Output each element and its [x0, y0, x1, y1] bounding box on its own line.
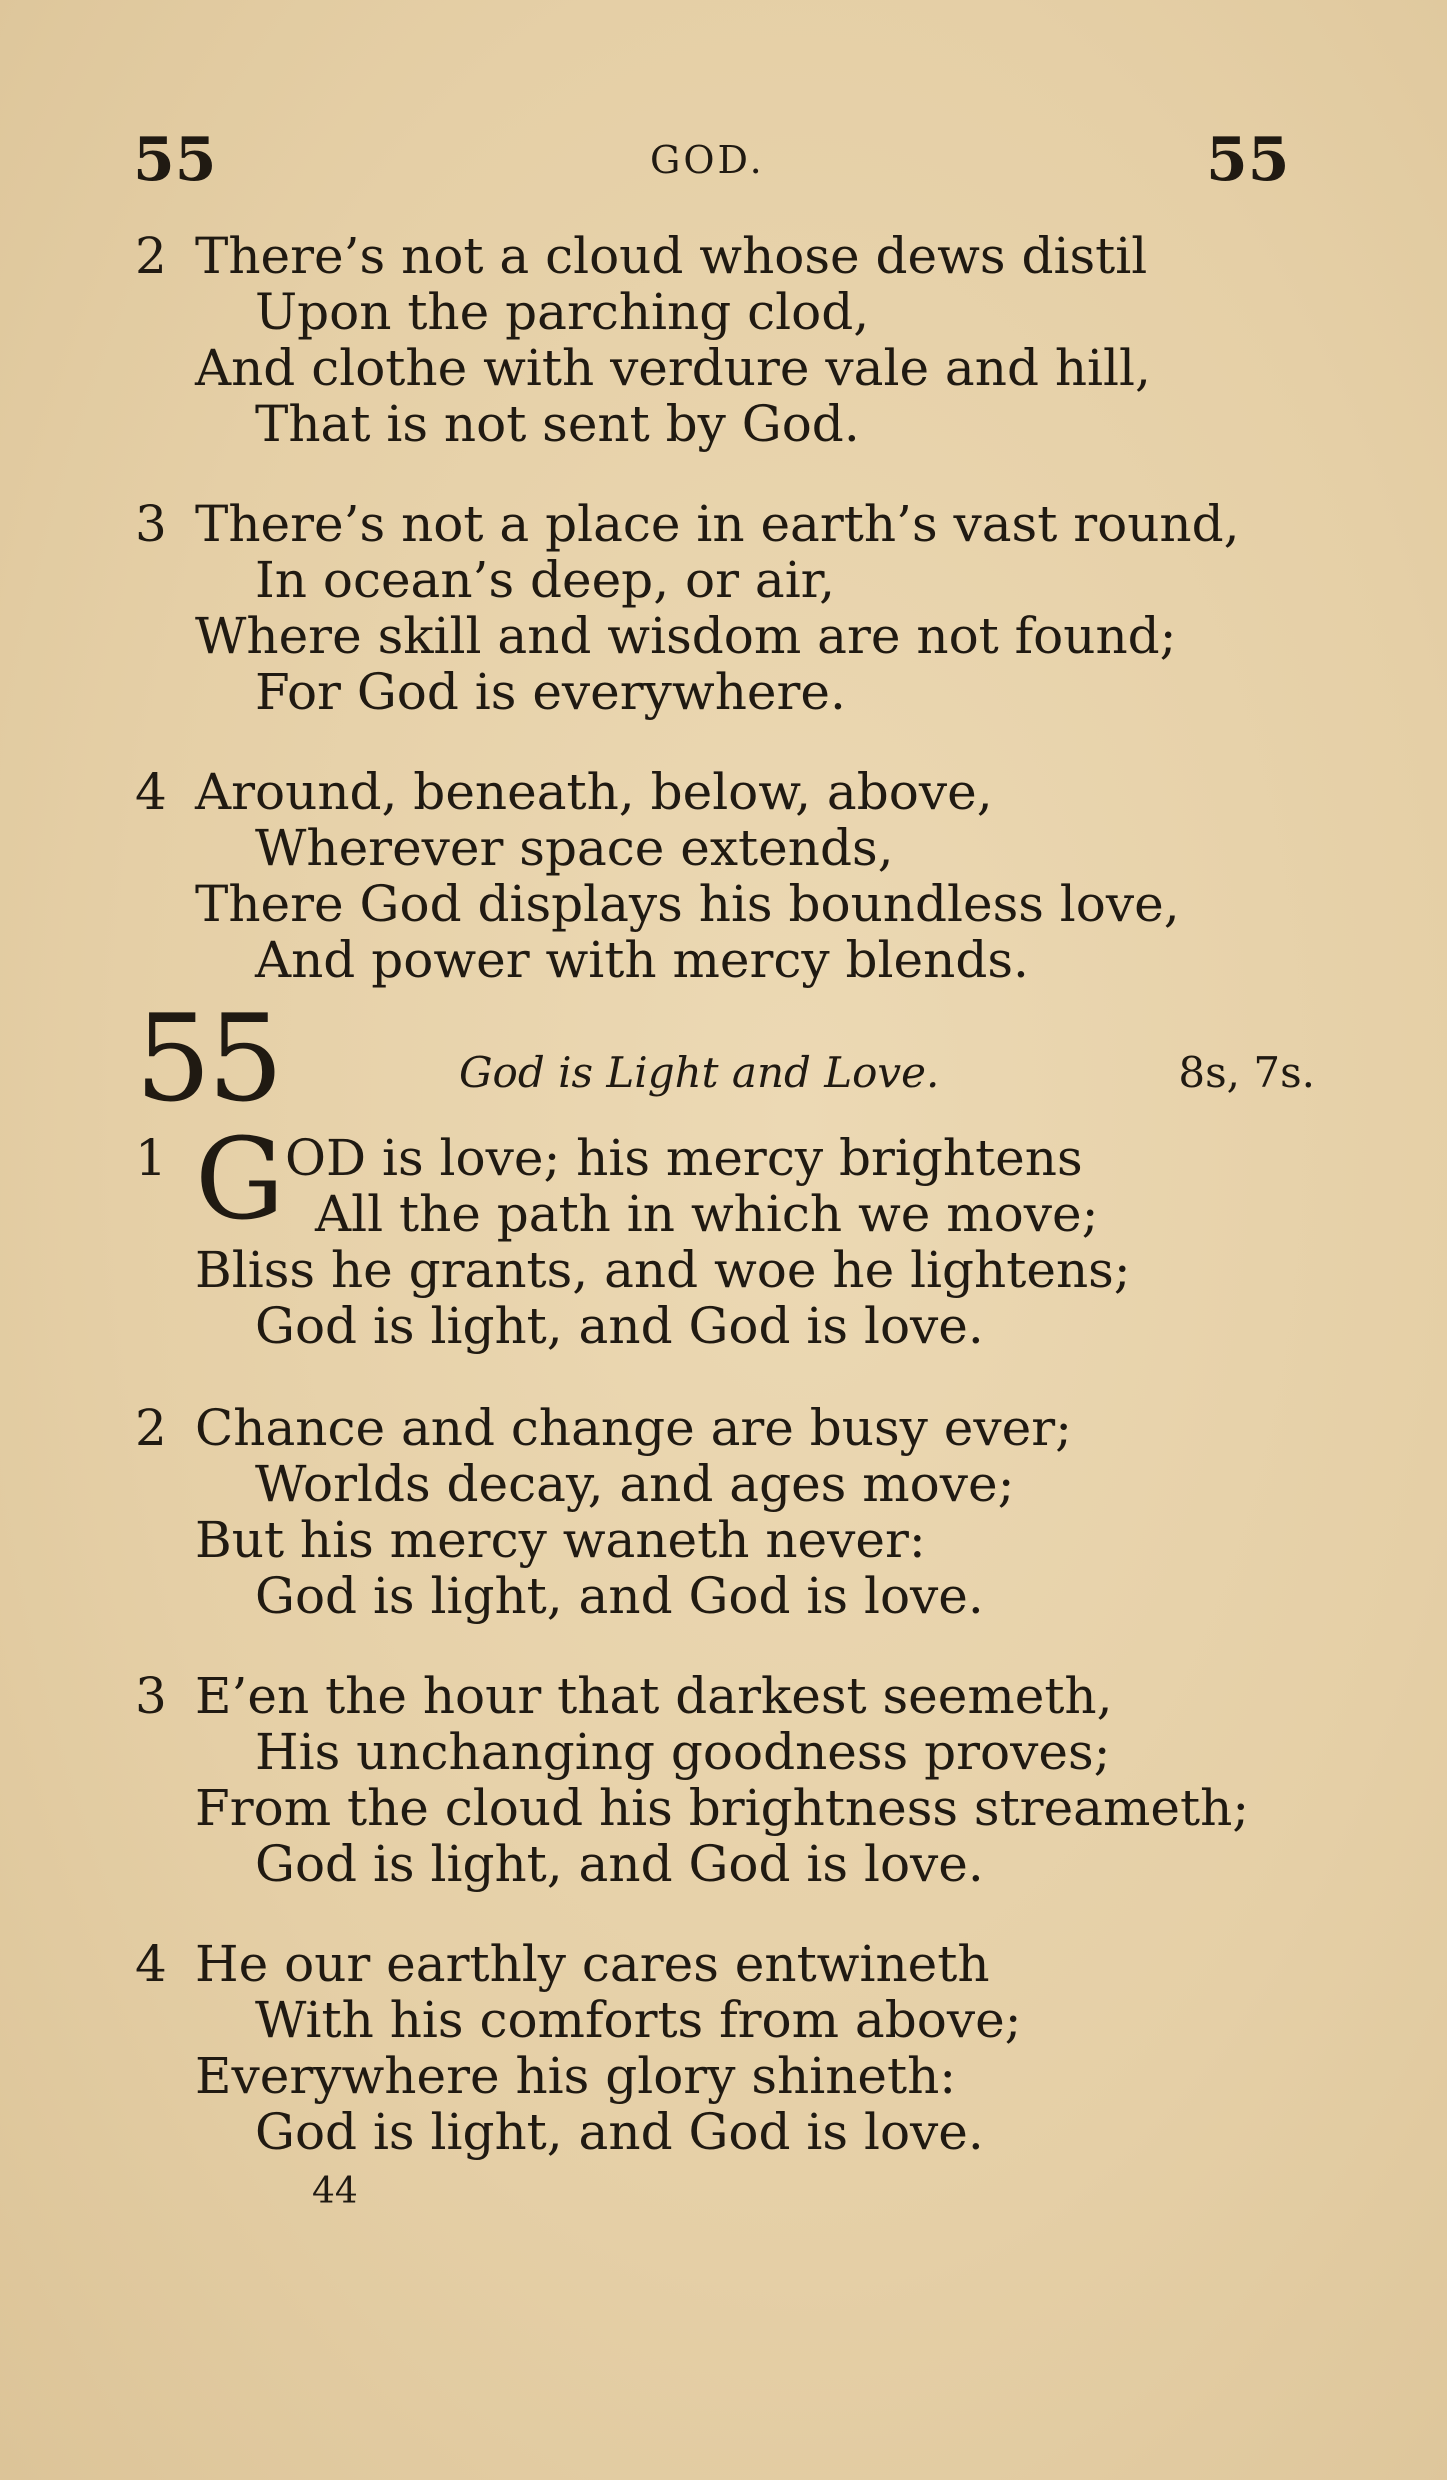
- stanza: [135, 228, 1335, 452]
- verse-line: 4 He our earthly cares entwineth: [135, 1935, 990, 1993]
- verse-line: There God displays his boundless love,: [195, 875, 1180, 933]
- stanza: [135, 1668, 1335, 1892]
- stanza-number: 4: [135, 763, 167, 821]
- hymn-title: God is Light and Love.: [459, 1048, 940, 1097]
- page-number-right: 55: [1206, 125, 1290, 195]
- stanza-number: 4: [135, 1935, 167, 1993]
- verse-line: But his mercy waneth never:: [195, 1511, 926, 1569]
- verse-line: God is light, and God is love.: [255, 1567, 984, 1625]
- verse-line: God is light, and God is love.: [255, 1297, 984, 1355]
- stanza-number: 1: [135, 1129, 167, 1187]
- verse-line: 1 G OD is love; his mercy brightens: [135, 1115, 1083, 1245]
- verse-line: Wherever space extends,: [255, 819, 894, 877]
- stanza: [135, 764, 1335, 988]
- verse-line: God is light, and God is love.: [255, 1835, 984, 1893]
- verse-line: 2 There’s not a cloud whose dews distil: [135, 227, 1148, 285]
- stanza: [135, 1400, 1335, 1624]
- drop-cap: G: [195, 1115, 285, 1245]
- hymn-meter: 8s, 7s.: [1178, 1048, 1315, 1097]
- verse-line: From the cloud his brightness streameth;: [195, 1779, 1250, 1837]
- verse-line: All the path in which we move;: [315, 1185, 1099, 1243]
- verse-line: 3 There’s not a place in earth’s vast round,: [135, 495, 1240, 553]
- stanza-number: 2: [135, 227, 167, 285]
- verse-line: Bliss he grants, and woe he lightens;: [195, 1241, 1131, 1299]
- stanza-number: 3: [135, 1667, 167, 1725]
- page-number-left: 55: [133, 125, 217, 195]
- verse-line: Worlds decay, and ages move;: [255, 1455, 1015, 1513]
- stanza: [135, 1936, 1335, 2160]
- verse-line: And power with mercy blends.: [255, 931, 1029, 989]
- verse-line: 2 Chance and change are busy ever;: [135, 1399, 1072, 1457]
- verse-line: Where skill and wisdom are not found;: [195, 607, 1177, 665]
- stanza: [135, 496, 1335, 720]
- verse-line: And clothe with verdure vale and hill,: [195, 339, 1151, 397]
- verse-line: 4 Around, beneath, below, above,: [135, 763, 993, 821]
- verse-line: Everywhere his glory shineth:: [195, 2047, 957, 2105]
- signature-mark: 44: [312, 2171, 358, 2212]
- stanza-number: 3: [135, 495, 167, 553]
- hymn-heading: [135, 990, 1315, 1129]
- verse-line: Upon the parching clod,: [255, 283, 870, 341]
- verse-line: For God is everywhere.: [255, 663, 846, 721]
- verse-line: God is light, and God is love.: [255, 2103, 984, 2161]
- verse-line: That is not sent by God.: [255, 395, 860, 453]
- running-head: GOD.: [650, 138, 765, 182]
- stanza-number: 2: [135, 1399, 167, 1457]
- stanza: [135, 1115, 1335, 1355]
- hymn-number: 55: [135, 990, 280, 1129]
- verse-line: With his comforts from above;: [255, 1991, 1022, 2049]
- page-header: [0, 120, 1447, 200]
- verse-line: In ocean’s deep, or air,: [255, 551, 835, 609]
- verse-line: 3 E’en the hour that darkest seemeth,: [135, 1667, 1113, 1725]
- verse-line: His unchanging goodness proves;: [255, 1723, 1111, 1781]
